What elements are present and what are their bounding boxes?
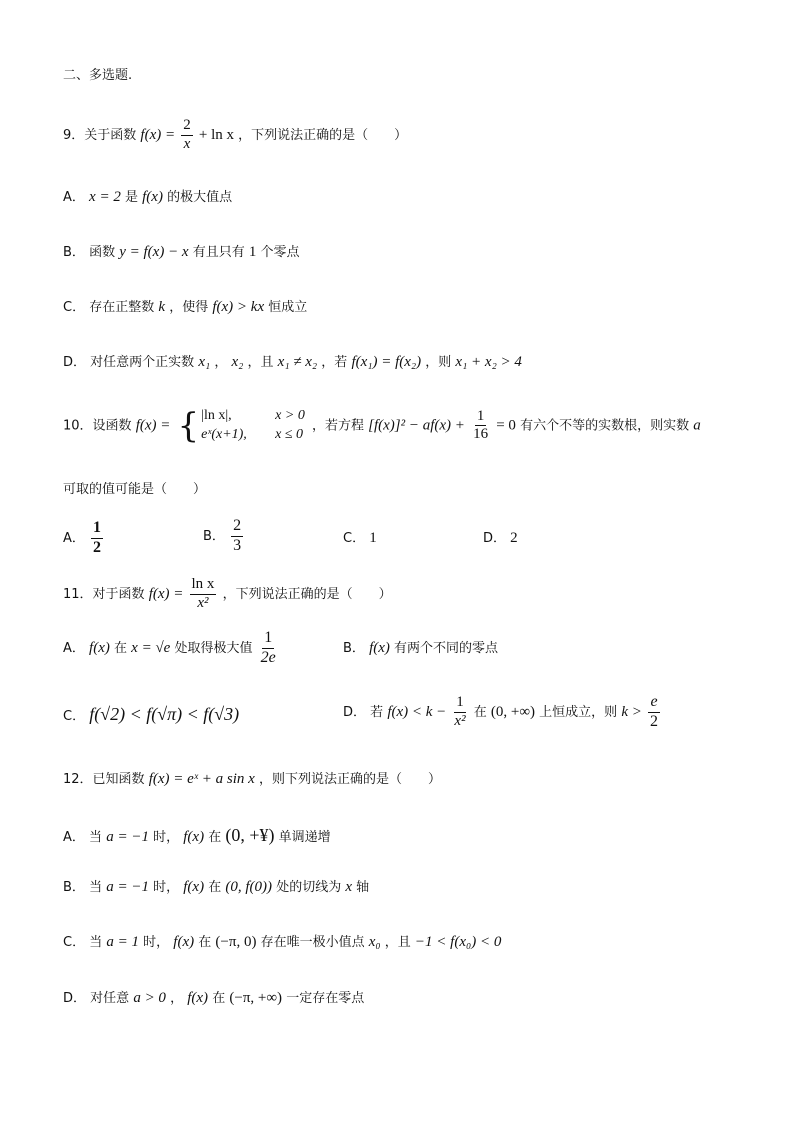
option-12a[interactable]	[63, 826, 331, 845]
option-label: A．	[63, 190, 85, 205]
option-9b[interactable]	[63, 245, 300, 260]
math: = 0	[496, 417, 516, 434]
option-10c[interactable]	[343, 531, 377, 546]
fraction-denominator: x²	[197, 594, 209, 611]
fraction-denominator: 3	[233, 536, 242, 554]
option-text: 单调递增	[278, 830, 331, 845]
option-label: D．	[483, 531, 507, 546]
math: a = −1	[106, 879, 149, 895]
math: f(x)	[183, 829, 205, 845]
option-label: C．	[343, 531, 366, 546]
option-text: 在	[473, 704, 487, 720]
option-text: 有两个不同的零点	[394, 641, 499, 656]
fraction-denominator: 2	[650, 712, 658, 730]
fraction-denominator: 16	[473, 426, 489, 443]
function-lhs: f(x) =	[140, 126, 176, 143]
function-lhs: f(x) =	[135, 417, 171, 434]
option-12c[interactable]	[63, 935, 501, 950]
option-12d[interactable]	[63, 991, 364, 1006]
brace-icon: {	[177, 405, 200, 446]
fraction-numerator: 1	[475, 409, 487, 427]
fraction	[231, 518, 243, 555]
option-label: B．	[63, 880, 85, 895]
math: x	[345, 879, 353, 895]
math: a = −1	[106, 829, 149, 845]
math: x₁ + x₂ > 4	[455, 354, 522, 370]
fraction	[259, 630, 278, 667]
option-label: C．	[63, 300, 86, 315]
case-condition: x ≤ 0	[275, 426, 304, 442]
question-prompt: ，下列说法正确的是（ ）	[222, 586, 392, 602]
option-text: 轴	[356, 880, 370, 895]
option-label: A．	[63, 530, 85, 546]
option-10a[interactable]	[63, 520, 105, 557]
option-text: 上恒成立，则	[539, 704, 618, 720]
math: a > 0	[133, 990, 166, 1006]
option-text: 在	[212, 991, 226, 1006]
option-text: 在	[208, 880, 222, 895]
question-number: 11．对于函数	[63, 586, 145, 602]
question-prompt: ，下列说法正确的是（ ）	[238, 127, 408, 143]
option-11b[interactable]	[343, 641, 498, 656]
option-label: C．	[63, 709, 86, 724]
math: f(x₁) = f(x₂)	[351, 354, 422, 370]
option-label: C．	[63, 935, 86, 950]
option-9d[interactable]	[63, 355, 522, 370]
fraction-denominator: 2	[93, 538, 102, 556]
question-text: ，若方程	[311, 418, 364, 434]
option-value: 2	[510, 530, 518, 546]
option-9a[interactable]	[63, 190, 232, 205]
option-text: 在	[114, 640, 128, 656]
option-text: 当	[89, 830, 103, 845]
option-9c[interactable]	[63, 300, 307, 315]
question-11-stem	[63, 577, 392, 612]
option-text: ，则	[425, 355, 452, 370]
option-text: 在	[208, 830, 222, 845]
case-expression: |ln x|,	[201, 408, 232, 423]
question-10-stem	[63, 407, 701, 445]
option-12b[interactable]	[63, 880, 369, 895]
option-label: D．	[63, 355, 87, 370]
math: −1 < f(x₀) < 0	[414, 934, 502, 950]
option-text: ，	[170, 991, 184, 1006]
math: f(x)	[142, 189, 163, 205]
option-text: 有且只有	[192, 245, 245, 260]
fraction	[181, 118, 193, 153]
option-label: A．	[63, 830, 85, 845]
math: y = f(x) − x	[119, 244, 189, 260]
option-text: 时，	[153, 830, 180, 845]
math: x₀	[368, 934, 381, 950]
function-lhs: f(x) =	[148, 585, 184, 602]
math: f(x)	[187, 990, 209, 1006]
option-text: 在	[198, 935, 212, 950]
option-text: 时，	[143, 935, 170, 950]
fraction-numerator: 2	[181, 118, 193, 136]
option-text: 若	[370, 704, 384, 720]
fraction	[648, 694, 660, 731]
math: f(x) > kx	[212, 299, 265, 315]
math: f(x)	[369, 640, 390, 656]
fraction-denominator: x	[183, 135, 191, 152]
math: a	[693, 417, 701, 434]
function-tail: + ln x	[198, 126, 235, 143]
option-text: 对任意	[90, 991, 130, 1006]
option-label: A．	[63, 640, 85, 656]
section-title: 二、多选题.	[63, 68, 133, 83]
fraction	[91, 520, 103, 557]
option-label: B．	[203, 528, 225, 544]
question-text: 有六个不等的实数根，则实数	[520, 418, 690, 434]
math: x = 2	[89, 189, 121, 205]
option-text: 处取得极大值	[174, 640, 253, 656]
option-label: D．	[343, 704, 367, 720]
math: (−π, 0)	[215, 934, 257, 950]
math: x₁	[198, 354, 211, 370]
fraction-numerator: ln x	[190, 577, 217, 595]
option-label: B．	[63, 245, 85, 260]
math: k	[158, 299, 166, 315]
option-text: 当	[89, 935, 103, 950]
option-label: D．	[63, 991, 87, 1006]
math: (0, +¥)	[225, 825, 275, 845]
math: (0, +∞)	[490, 703, 536, 720]
option-text: ，	[214, 355, 228, 370]
question-number: 9．关于函数	[63, 127, 137, 143]
fraction	[471, 409, 490, 444]
option-label: B．	[343, 641, 365, 656]
option-text: 一定存在零点	[286, 991, 365, 1006]
option-text: ，且	[247, 355, 274, 370]
option-text: ，使得	[169, 300, 209, 315]
math: 1	[248, 244, 257, 260]
option-text: 是	[124, 190, 138, 205]
math: x₂	[231, 354, 244, 370]
option-10d[interactable]	[483, 531, 518, 546]
math: (−π, +∞)	[229, 990, 283, 1006]
fraction	[190, 577, 217, 612]
fraction	[452, 695, 467, 730]
math: [f(x)]² − af(x) +	[368, 417, 465, 434]
option-text: 函数	[89, 245, 116, 260]
option-10b[interactable]	[203, 518, 245, 555]
math: f(x) = eˣ + a sin x	[148, 771, 255, 787]
option-text: 存在唯一极小值点	[260, 935, 365, 950]
question-number: 10．设函数	[63, 418, 132, 434]
option-text: 恒成立	[268, 300, 308, 315]
case-expression: eˣ(x+1),	[201, 426, 247, 442]
option-text: 的极大值点	[167, 190, 233, 205]
option-text: 当	[89, 880, 103, 895]
question-prompt: ，则下列说法正确的是（ ）	[258, 772, 441, 787]
math: f(x)	[173, 934, 195, 950]
fraction-numerator: 2	[231, 518, 243, 537]
math: x₁ ≠ x₂	[277, 354, 318, 370]
fraction-denominator: 2e	[260, 648, 276, 666]
fraction-numerator: 1	[91, 520, 103, 539]
question-9-stem	[63, 118, 407, 153]
fraction-numerator: 1	[262, 630, 274, 649]
option-text: 个零点	[260, 245, 300, 260]
piecewise	[178, 407, 305, 445]
option-text: 存在正整数	[89, 300, 155, 315]
option-11d[interactable]	[343, 694, 662, 731]
math: (0, f(0))	[225, 879, 273, 895]
math: x = √e	[131, 639, 171, 656]
math: f(x)	[183, 879, 205, 895]
option-value: 1	[369, 530, 377, 546]
option-text: 时，	[153, 880, 180, 895]
question-10-line2: 可取的值可能是（ ）	[63, 482, 207, 497]
math: f(√2) < f(√π) < f(√3)	[89, 704, 240, 724]
question-number: 12．已知函数	[63, 772, 145, 787]
fraction-denominator: x²	[454, 712, 466, 729]
option-text: ，且	[384, 935, 411, 950]
fraction-numerator: 1	[454, 695, 466, 713]
piecewise-cases	[201, 407, 305, 445]
math: f(x) < k −	[387, 703, 447, 720]
math: a = 1	[106, 934, 139, 950]
math: k >	[621, 703, 642, 720]
option-text: 处的切线为	[276, 880, 342, 895]
option-11c[interactable]	[63, 705, 239, 723]
case-condition: x > 0	[275, 408, 305, 423]
option-text: ，若	[321, 355, 348, 370]
option-text: 对任意两个正实数	[90, 355, 195, 370]
math: f(x)	[89, 639, 110, 656]
question-12-stem	[63, 772, 441, 787]
fraction-numerator: e	[648, 694, 659, 713]
option-11a[interactable]	[63, 630, 280, 667]
